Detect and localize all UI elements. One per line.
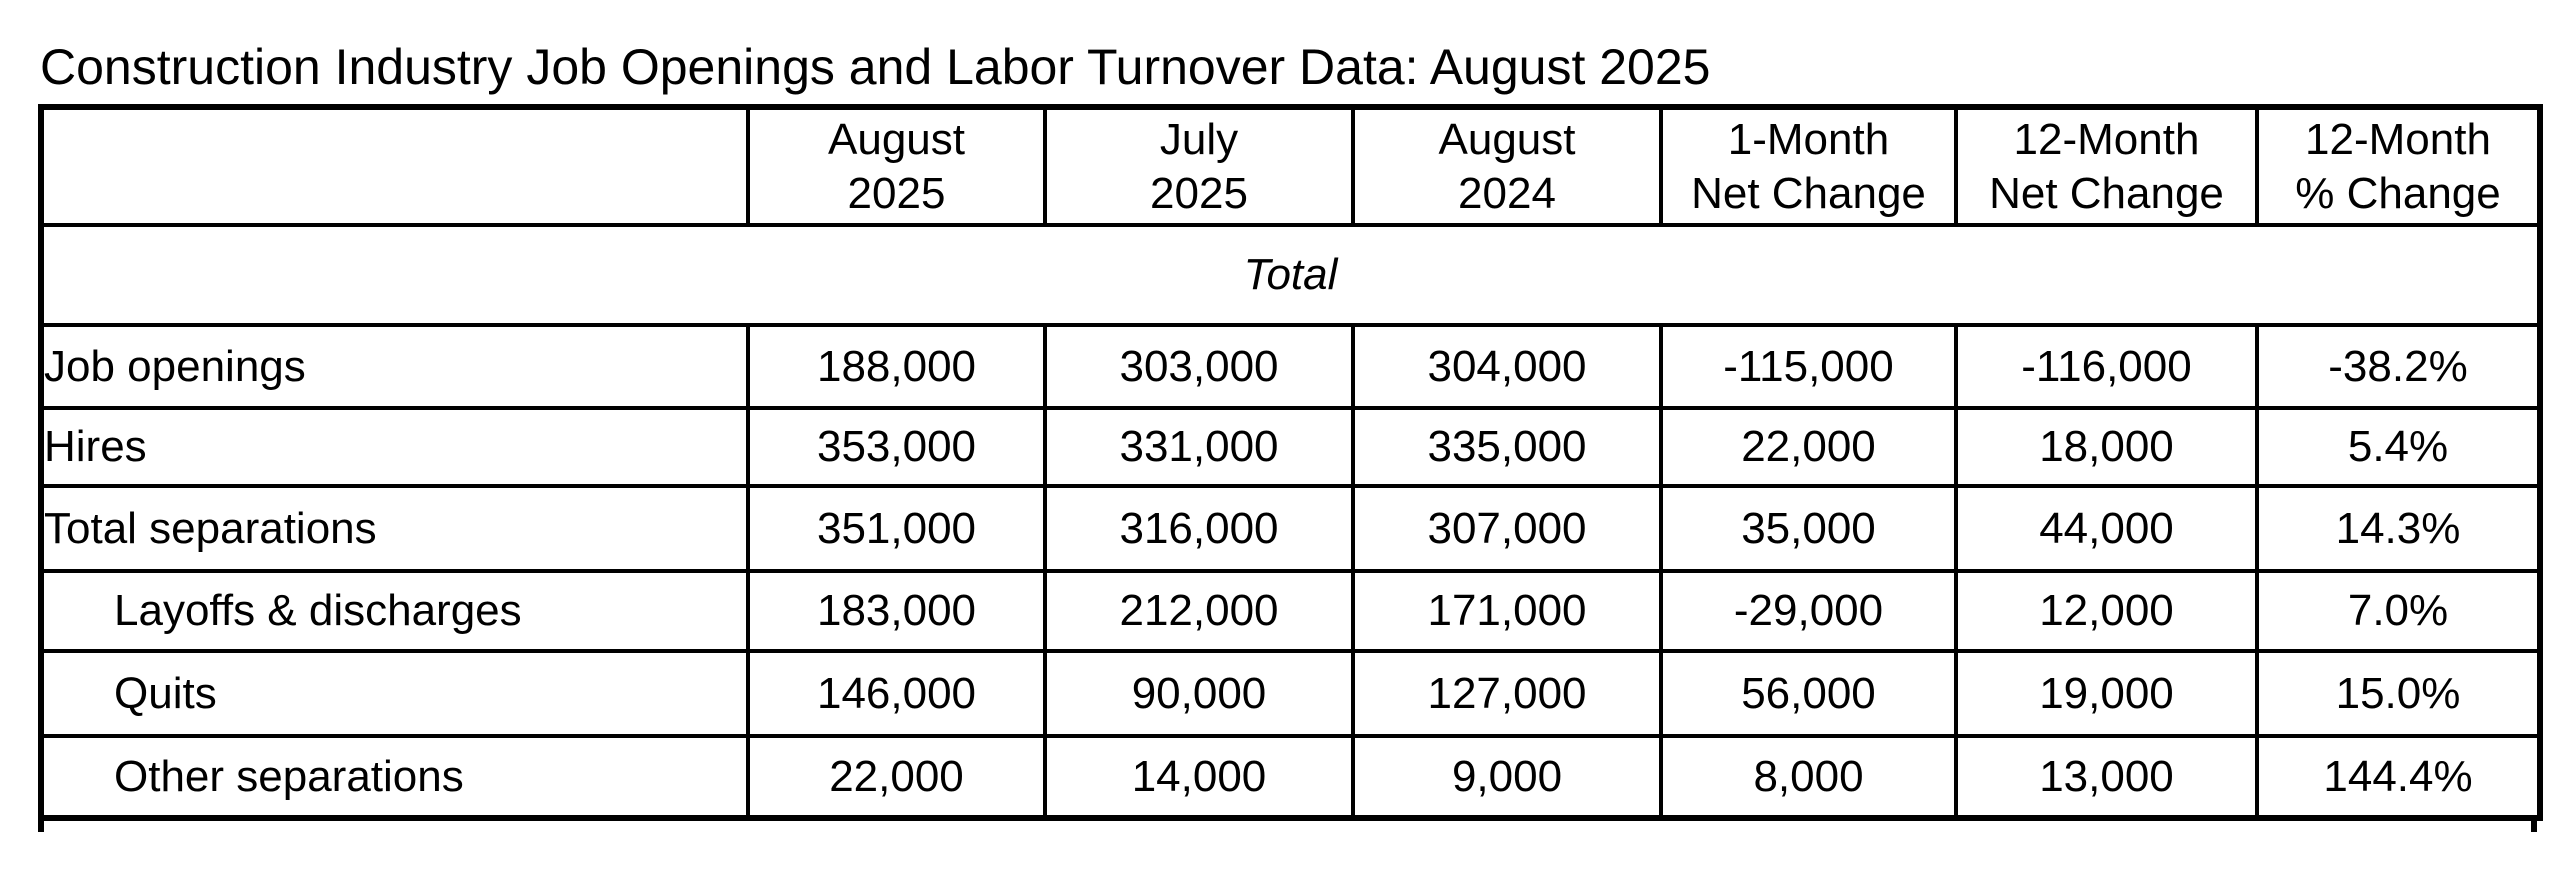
header-line: 2025 [847, 168, 946, 218]
table-row-quits [41, 651, 2540, 736]
row-label: Total separations [41, 486, 748, 571]
cell-value: 14.3% [2257, 486, 2540, 571]
header-cell-1-month-net-change [1661, 107, 1956, 225]
header-cell-blank [41, 107, 748, 225]
table-row-layoffs-discharges [41, 571, 2540, 651]
section-row-total [41, 225, 2540, 325]
cutoff-next-row-left-border [38, 815, 44, 832]
cell-value: 5.4% [2257, 408, 2540, 486]
cell-value: 15.0% [2257, 651, 2540, 736]
header-cell-12-month-pct-change [2257, 107, 2540, 225]
cell-value: 183,000 [748, 571, 1045, 651]
header-line: August [1438, 114, 1576, 164]
cell-value: 22,000 [1661, 408, 1956, 486]
cell-value: 18,000 [1956, 408, 2257, 486]
header-line: 2024 [1458, 168, 1556, 218]
section-label-total: Total [41, 225, 2540, 325]
row-label: Layoffs & discharges [41, 571, 748, 651]
jolts-data-table [38, 104, 2543, 821]
header-line: August [828, 114, 965, 164]
cell-value: 188,000 [748, 325, 1045, 408]
cell-value: 144.4% [2257, 736, 2540, 818]
cell-value: 12,000 [1956, 571, 2257, 651]
cell-value: 44,000 [1956, 486, 2257, 571]
header-cell-july-2025 [1045, 107, 1353, 225]
cell-value: 7.0% [2257, 571, 2540, 651]
header-line: Net Change [1691, 168, 1926, 218]
header-cell-august-2025 [748, 107, 1045, 225]
cell-value: 56,000 [1661, 651, 1956, 736]
header-line: July [1159, 114, 1239, 164]
page-title: Construction Industry Job Openings and Labor Turnover Data: August 2025 [40, 39, 1711, 95]
cutoff-next-row-right-border [2531, 815, 2537, 832]
cell-value: 127,000 [1353, 651, 1661, 736]
cell-value: 304,000 [1353, 325, 1661, 408]
header-line: 12-Month [2013, 114, 2200, 164]
cell-value: 19,000 [1956, 651, 2257, 736]
header-line: Net Change [1989, 168, 2224, 218]
cell-value: 212,000 [1045, 571, 1353, 651]
table-row-other-separations [41, 736, 2540, 818]
cell-value: -116,000 [1956, 325, 2257, 408]
cell-value: 13,000 [1956, 736, 2257, 818]
header-line: 2025 [1150, 168, 1248, 218]
cell-value: 90,000 [1045, 651, 1353, 736]
cell-value: 146,000 [748, 651, 1045, 736]
table-row-job-openings [41, 325, 2540, 408]
header-line: % Change [2295, 168, 2501, 218]
header-line: 12-Month [2305, 114, 2491, 164]
cell-value: 22,000 [748, 736, 1045, 818]
cell-value: 351,000 [748, 486, 1045, 571]
cell-value: 316,000 [1045, 486, 1353, 571]
row-label: Other separations [41, 736, 748, 818]
table-row-hires [41, 408, 2540, 486]
cell-value: 303,000 [1045, 325, 1353, 408]
cell-value: 35,000 [1661, 486, 1956, 571]
cell-value: 9,000 [1353, 736, 1661, 818]
row-label: Job openings [41, 325, 748, 408]
header-cell-12-month-net-change [1956, 107, 2257, 225]
table-row-total-separations [41, 486, 2540, 571]
header-line: 1-Month [1727, 114, 1890, 164]
cell-value: 353,000 [748, 408, 1045, 486]
cell-value: 335,000 [1353, 408, 1661, 486]
header-cell-august-2024 [1353, 107, 1661, 225]
row-label: Hires [41, 408, 748, 486]
cell-value: -29,000 [1661, 571, 1956, 651]
cell-value: 8,000 [1661, 736, 1956, 818]
cell-value: 331,000 [1045, 408, 1353, 486]
row-label: Quits [41, 651, 748, 736]
header-row [41, 107, 2540, 225]
cell-value: 307,000 [1353, 486, 1661, 571]
cell-value: -115,000 [1661, 325, 1956, 408]
cell-value: -38.2% [2257, 325, 2540, 408]
cell-value: 171,000 [1353, 571, 1661, 651]
cell-value: 14,000 [1045, 736, 1353, 818]
